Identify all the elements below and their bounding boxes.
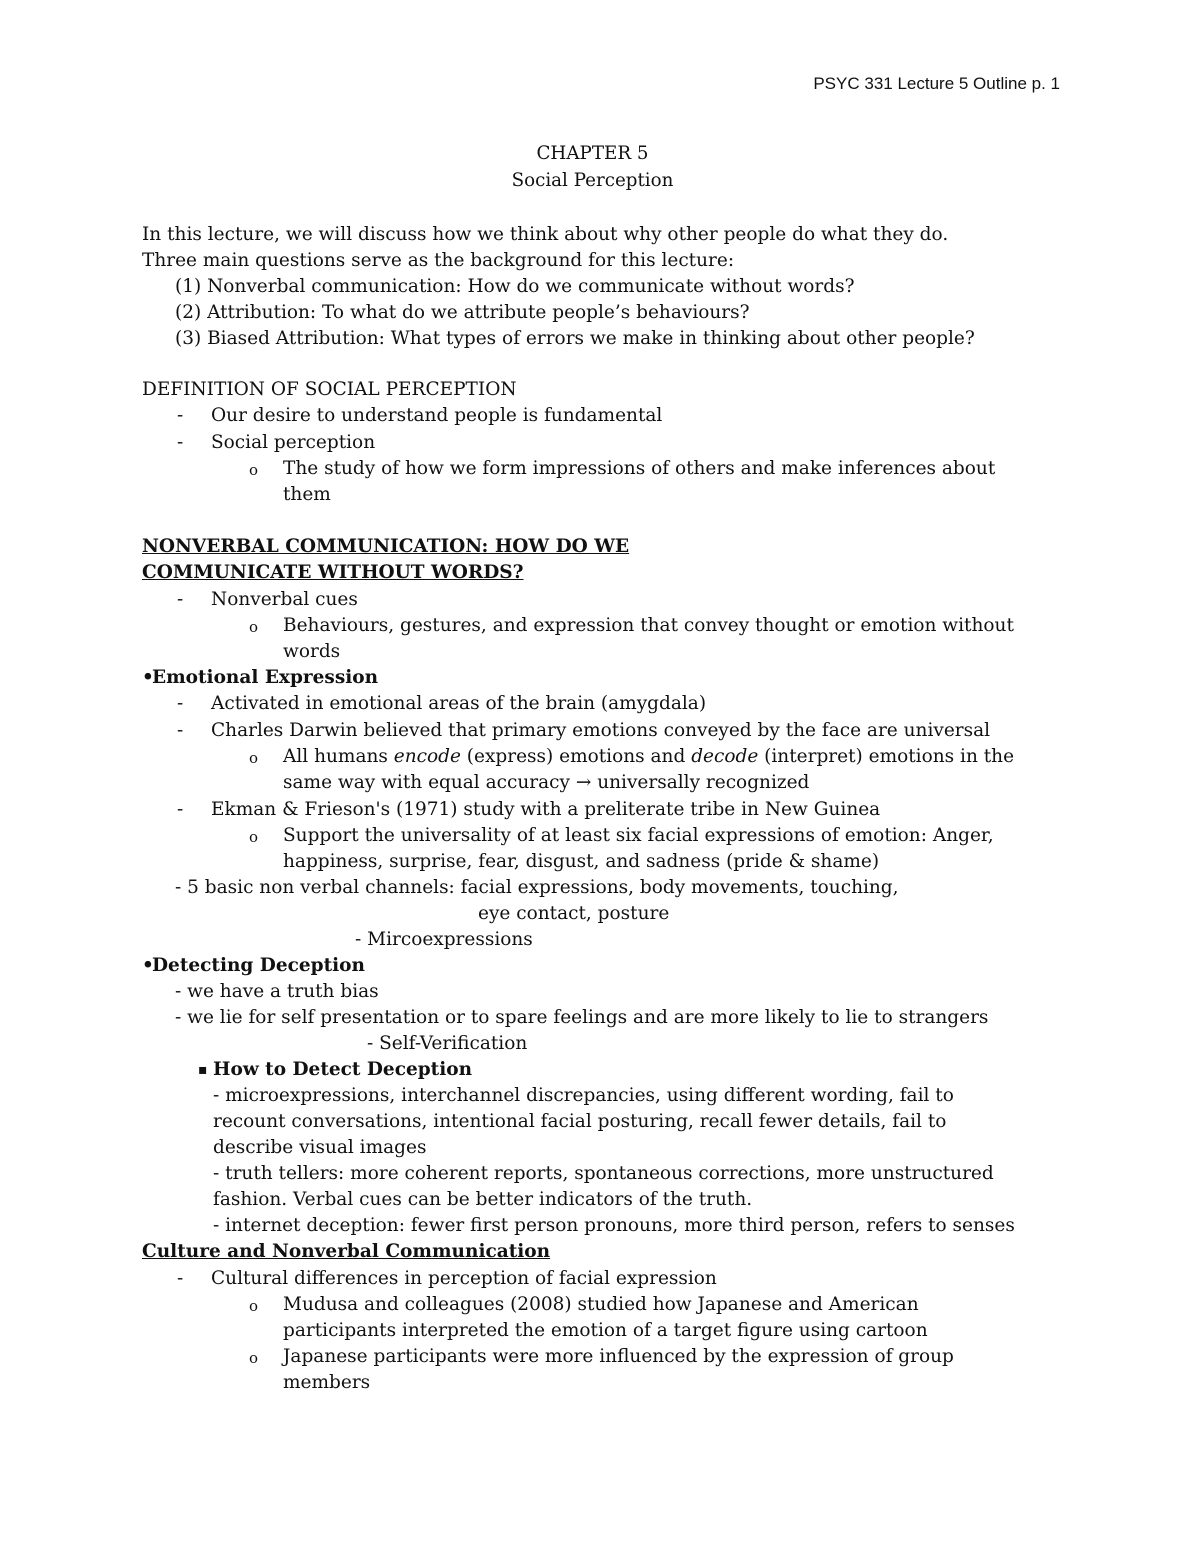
list-item: - 5 basic non verbal channels: facial expressions, body movements, touching, [175,877,899,898]
circle-bullet-icon: o [249,618,259,636]
list-item: Cultural differences in perception of facial expression [211,1268,717,1289]
dash-marker: - [177,799,184,820]
dash-marker: - [177,432,184,453]
sub-item [283,744,1014,770]
text-run: All humans [283,746,394,767]
circle-bullet-icon: o [249,461,259,479]
list-item: - we have a truth bias [175,981,379,1002]
chapter-title: CHAPTER 5 [536,143,649,164]
bullet-icon: • [142,955,154,976]
sub-item: happiness, surprise, fear, disgust, and sadness (pride & shame) [283,851,880,872]
list-item: recount conversations, intentional facial posturing, recall fewer details, fail to [213,1111,947,1132]
definition-heading: DEFINITION OF SOCIAL PERCEPTION [142,379,517,400]
circle-bullet-icon: o [249,828,259,846]
list-item: fashion. Verbal cues can be better indicators of the truth. [213,1189,753,1210]
page-header: PSYC 331 Lecture 5 Outline p. 1 [813,74,1060,93]
list-item: - microexpressions, interchannel discrepancies, using different wording, fail to [213,1085,954,1106]
square-bullet-icon: ▪ [198,1062,208,1078]
dash-marker: - [177,693,184,714]
list-item: Charles Darwin believed that primary emotions conveyed by the face are universal [211,720,991,741]
sub-item: participants interpreted the emotion of a target figure using cartoon [283,1320,928,1341]
list-item: - truth tellers: more coherent reports, spontaneous corrections, more unstructured [213,1163,994,1184]
sub-item: Japanese participants were more influenced by the expression of group [283,1346,954,1367]
dash-marker: - [177,589,184,610]
chapter-subtitle: Social Perception [511,170,674,191]
list-item: - Mircoexpressions [355,929,533,950]
list-item: describe visual images [213,1137,427,1158]
section-heading: NONVERBAL COMMUNICATION: HOW DO WE [142,536,630,557]
bullet-icon: • [142,667,154,688]
question-2: (2) Attribution: To what do we attribute people’s behaviours? [175,302,750,323]
list-item: - Self-Verification [367,1033,528,1054]
subsection-heading: Emotional Expression [152,667,379,688]
sub-item: members [283,1372,371,1393]
text-run: (express) emotions and [460,746,692,767]
circle-bullet-icon: o [249,749,259,767]
dash-marker: - [177,720,184,741]
list-item: eye contact, posture [478,903,670,924]
sub-item: words [283,641,341,662]
sub-item: them [283,484,331,505]
section-heading: Culture and Nonverbal Communication [142,1241,551,1262]
sub-item: Mudusa and colleagues (2008) studied how Japanese and American [283,1294,919,1315]
sub-item: The study of how we form impressions of others and make inferences about [283,458,996,479]
sub-item: Behaviours, gestures, and expression that convey thought or emotion without [283,615,1014,636]
list-item: Ekman & Frieson's (1971) study with a preliterate tribe in New Guinea [211,799,881,820]
circle-bullet-icon: o [249,1349,259,1367]
subsection-heading: How to Detect Deception [213,1059,473,1080]
sub-item: Support the universality of at least six facial expressions of emotion: Anger, [283,825,994,846]
list-item: Social perception [211,432,376,453]
question-3: (3) Biased Attribution: What types of errors we make in thinking about other people? [175,328,975,349]
question-1: (1) Nonverbal communication: How do we communicate without words? [175,276,855,297]
list-item: - we lie for self presentation or to spare feelings and are more likely to lie to strangers [175,1007,989,1028]
intro-line: Three main questions serve as the background for this lecture: [142,250,735,271]
list-item: Our desire to understand people is fundamental [211,405,663,426]
subsection-heading: Detecting Deception [152,955,365,976]
emphasis-encode: encode [393,746,461,767]
section-heading: COMMUNICATE WITHOUT WORDS? [142,562,524,583]
emphasis-decode: decode [691,746,759,767]
text-run: (interpret) emotions in the [758,746,1015,767]
sub-item: same way with equal accuracy → universally recognized [283,772,810,793]
intro-line: In this lecture, we will discuss how we think about why other people do what they do. [142,224,949,245]
list-item: Activated in emotional areas of the brain (amygdala) [211,693,707,714]
dash-marker: - [177,1268,184,1289]
list-item: - internet deception: fewer first person pronouns, more third person, refers to senses [213,1215,1015,1236]
circle-bullet-icon: o [249,1297,259,1315]
list-item: Nonverbal cues [211,589,358,610]
dash-marker: - [177,405,184,426]
